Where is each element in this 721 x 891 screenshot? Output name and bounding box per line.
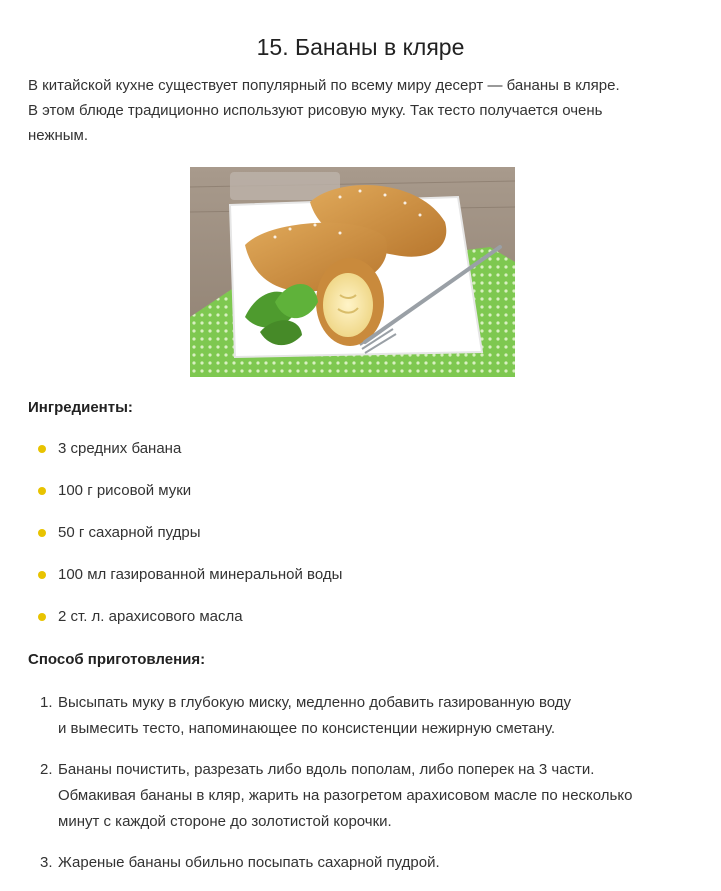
step-item: [28, 757, 698, 835]
bullet-icon: [38, 571, 46, 579]
step-text: Обмакивая бананы в кляр, жарить на разогретом арахисовом масле по несколько: [58, 787, 633, 804]
step-text: Бананы почистить, разрезать либо вдоль пополам, либо поперек на 3 части.: [58, 761, 595, 778]
bullet-icon: [38, 487, 46, 495]
step-number: 2.: [40, 761, 53, 778]
list-item: [28, 558, 688, 600]
intro-line: В китайской кухне существует популярный по всему миру десерт — бананы в кляре.: [28, 77, 620, 94]
bullet-icon: [38, 613, 46, 621]
bullet-icon: [38, 529, 46, 537]
ingredient-text: 100 мл газированной минеральной воды: [58, 566, 343, 583]
bullet-icon: [38, 445, 46, 453]
list-item: [28, 600, 688, 642]
ingredient-text: 2 ст. л. арахисового масла: [58, 608, 243, 625]
list-item: [28, 432, 688, 474]
step-text: Жареные бананы обильно посыпать сахарной пудрой.: [58, 854, 440, 871]
list-item: [28, 516, 688, 558]
step-number: 3.: [40, 854, 53, 871]
page-title: 15. Бананы в кляре: [256, 34, 465, 60]
list-item: [28, 474, 688, 516]
step-number: 1.: [40, 694, 53, 711]
photo-illustration: [190, 167, 515, 377]
step-text: и вымесить тесто, напоминающее по консистенции нежирную сметану.: [58, 720, 556, 737]
intro-text: [28, 73, 698, 148]
ingredients-list: [28, 432, 688, 642]
steps-list: [28, 690, 698, 891]
step-text: минут с каждой стороне до золотистой корочки.: [58, 813, 392, 830]
step-text: Высыпать муку в глубокую миску, медленно добавить газированную воду: [58, 694, 572, 711]
step-item: [28, 850, 698, 876]
ingredients-heading: Ингредиенты:: [28, 399, 133, 416]
ingredient-text: 50 г сахарной пудры: [58, 524, 201, 541]
step-item: [28, 690, 698, 742]
intro-line: В этом блюде традиционно используют рисовую муку. Так тесто получается очень: [28, 102, 603, 119]
intro-line: нежным.: [28, 127, 89, 144]
ingredient-text: 3 средних банана: [58, 440, 182, 457]
method-heading: Способ приготовления:: [28, 651, 206, 668]
fried-bananas-photo: [190, 167, 515, 377]
ingredient-text: 100 г рисовой муки: [58, 482, 192, 499]
